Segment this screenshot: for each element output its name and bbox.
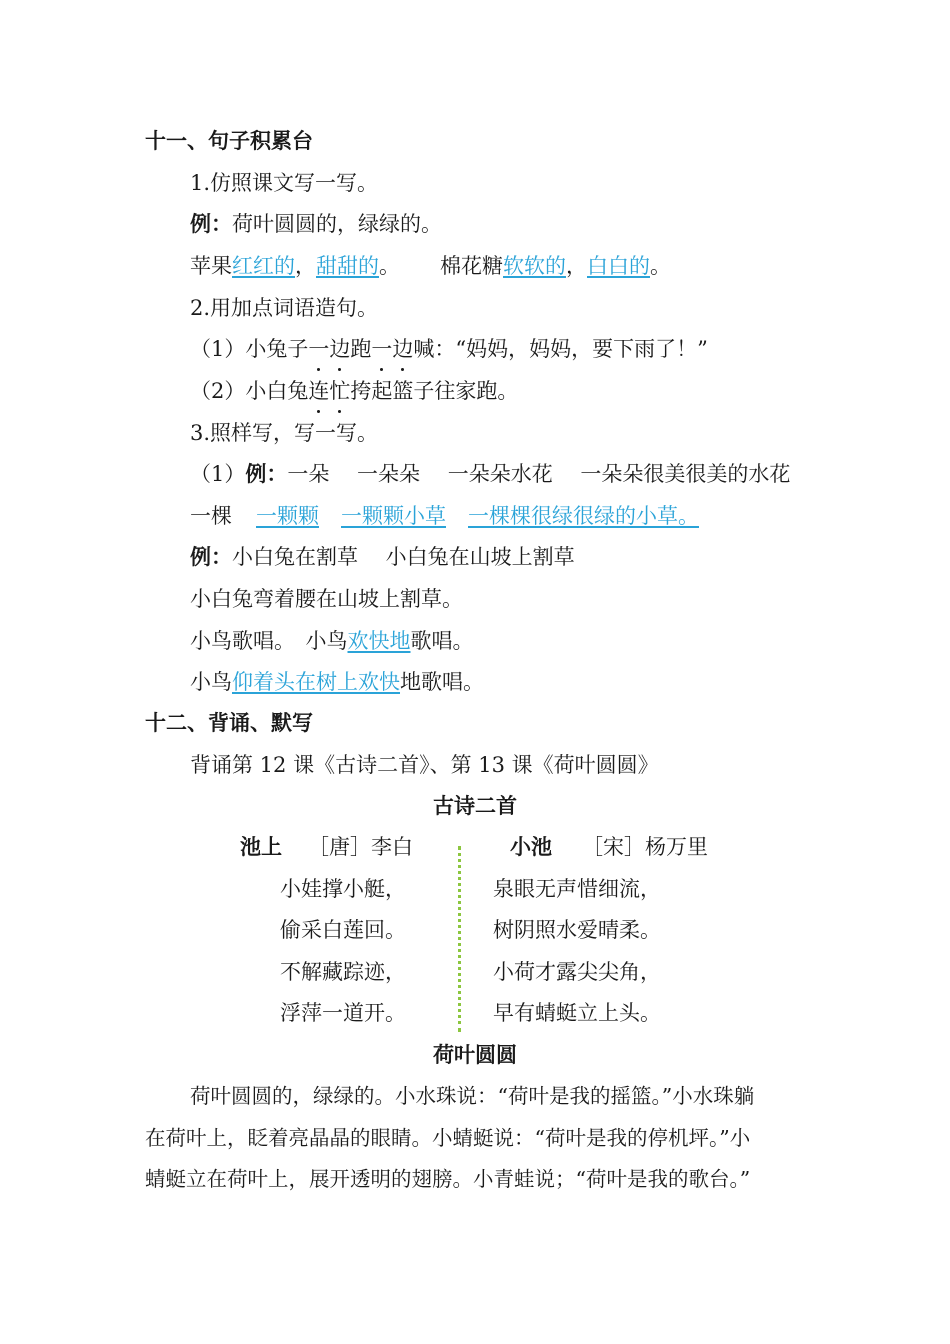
- poem2-line: 树阴照水爱晴柔。: [493, 918, 661, 942]
- paragraph-line: 荷叶圆圆的，绿绿的。小水珠说：“荷叶是我的摇篮。”小水珠躺: [190, 1084, 755, 1108]
- q2-sentence-2: [190, 376, 518, 406]
- q3-part2-example: [190, 542, 575, 572]
- s1-mid: 跑: [350, 337, 372, 361]
- answer-apple-1: 红红的: [232, 254, 295, 278]
- q2-sentence-1: [190, 334, 708, 364]
- q3-part1-example: [190, 459, 790, 489]
- q1-example: [190, 209, 442, 239]
- answer-apple-2: 甜甜的: [316, 254, 379, 278]
- paragraph-line: 在荷叶上，眨着亮晶晶的眼睛。小蜻蜓说：“荷叶是我的停机坪。”小: [145, 1126, 751, 1150]
- s2-suffix: 挎起篮子往家跑。: [350, 379, 519, 403]
- apple-word: 苹果: [190, 254, 232, 278]
- poem1-line: 小娃撑小艇，: [280, 877, 406, 901]
- poem1-header: [240, 832, 413, 862]
- q3-title: 3.照样写，写一写。: [190, 421, 379, 445]
- recite-instruction: 背诵第 12 课《古诗二首》、第 13 课《荷叶圆圆》: [190, 753, 659, 777]
- poem2-header: [510, 832, 708, 862]
- lead-word: 一棵: [190, 504, 232, 528]
- poem1-author: ［唐］李白: [308, 835, 413, 859]
- poem2-title: 小池: [510, 835, 552, 859]
- poems-title: 古诗二首: [433, 794, 517, 818]
- q1-title: 1.仿照课文写一写。: [190, 171, 379, 195]
- paragraph-line: 蜻蜓立在荷叶上，展开透明的翅膀。小青蛙说；“荷叶是我的歌台。”: [145, 1167, 751, 1191]
- example-label: 例：: [190, 545, 232, 569]
- answer-bird-1: 欢快地: [347, 629, 411, 653]
- poem1-title: 池上: [240, 835, 282, 859]
- example-label: 例：: [245, 462, 288, 486]
- answer-bird-2: 仰着头在树上欢快: [232, 670, 400, 694]
- answer-3: 一棵棵很绿很绿的小草。: [468, 504, 699, 528]
- bird-text: 小鸟歌唱。 小鸟: [190, 629, 348, 653]
- s1-prefix: （1）小兔子: [190, 337, 309, 361]
- dotted-char: 边: [329, 334, 350, 364]
- punct: 。: [379, 254, 400, 278]
- text-title: 荷叶圆圆: [433, 1043, 517, 1067]
- poem2-line: 小荷才露尖尖角，: [493, 960, 661, 984]
- bird-end: 歌唱。: [410, 629, 474, 653]
- part-number: （1）: [190, 462, 246, 486]
- example-text: 一朵 一朵朵 一朵朵水花 一朵朵很美很美的水花: [287, 462, 791, 486]
- bird-end: 地歌唱。: [400, 670, 484, 694]
- s2-prefix: （2）小白兔: [190, 379, 309, 403]
- dotted-char: 边: [392, 334, 413, 364]
- q3-bird-line-2: [190, 667, 484, 697]
- s1-suffix: 喊：“妈妈，妈妈，要下雨了！”: [413, 337, 708, 361]
- q1-answer-line: [190, 251, 671, 281]
- dotted-char: 忙: [329, 376, 350, 406]
- answer-cotton-1: 软软的: [503, 254, 566, 278]
- answer-1: 一颗颗: [256, 504, 319, 528]
- section-11-heading: 十一、句子积累台: [145, 129, 313, 153]
- punct: ，: [566, 254, 587, 278]
- poem-divider: [458, 846, 461, 1032]
- poem2-line: 泉眼无声惜细流，: [493, 877, 661, 901]
- section-12-heading: 十二、背诵、默写: [145, 711, 313, 735]
- dotted-char: 一: [371, 334, 392, 364]
- q3-part2-line2: 小白兔弯着腰在山坡上割草。: [190, 587, 463, 611]
- poem1-line: 偷采白莲回。: [280, 918, 406, 942]
- example-label: 例：: [190, 212, 232, 236]
- punct: 。: [650, 254, 671, 278]
- poem1-line: 不解藏踪迹，: [280, 960, 406, 984]
- poem2-author: ［宋］杨万里: [582, 835, 708, 859]
- q3-bird-line-1: [190, 626, 474, 656]
- example-text: 小白兔在割草 小白兔在山坡上割草: [232, 545, 575, 569]
- q2-title: 2.用加点词语造句。: [190, 296, 379, 320]
- dotted-char: 连: [308, 376, 329, 406]
- dotted-char: 一: [308, 334, 329, 364]
- cotton-word: 棉花糖: [440, 254, 503, 278]
- q3-part1-answer: [190, 501, 699, 531]
- punct: ，: [295, 254, 316, 278]
- answer-cotton-2: 白白的: [587, 254, 650, 278]
- poem2-line: 早有蜻蜓立上头。: [493, 1001, 661, 1025]
- bird-text: 小鸟: [190, 670, 232, 694]
- poem1-line: 浮萍一道开。: [280, 1001, 406, 1025]
- example-text: 荷叶圆圆的，绿绿的。: [232, 212, 442, 236]
- answer-2: 一颗颗小草: [341, 504, 446, 528]
